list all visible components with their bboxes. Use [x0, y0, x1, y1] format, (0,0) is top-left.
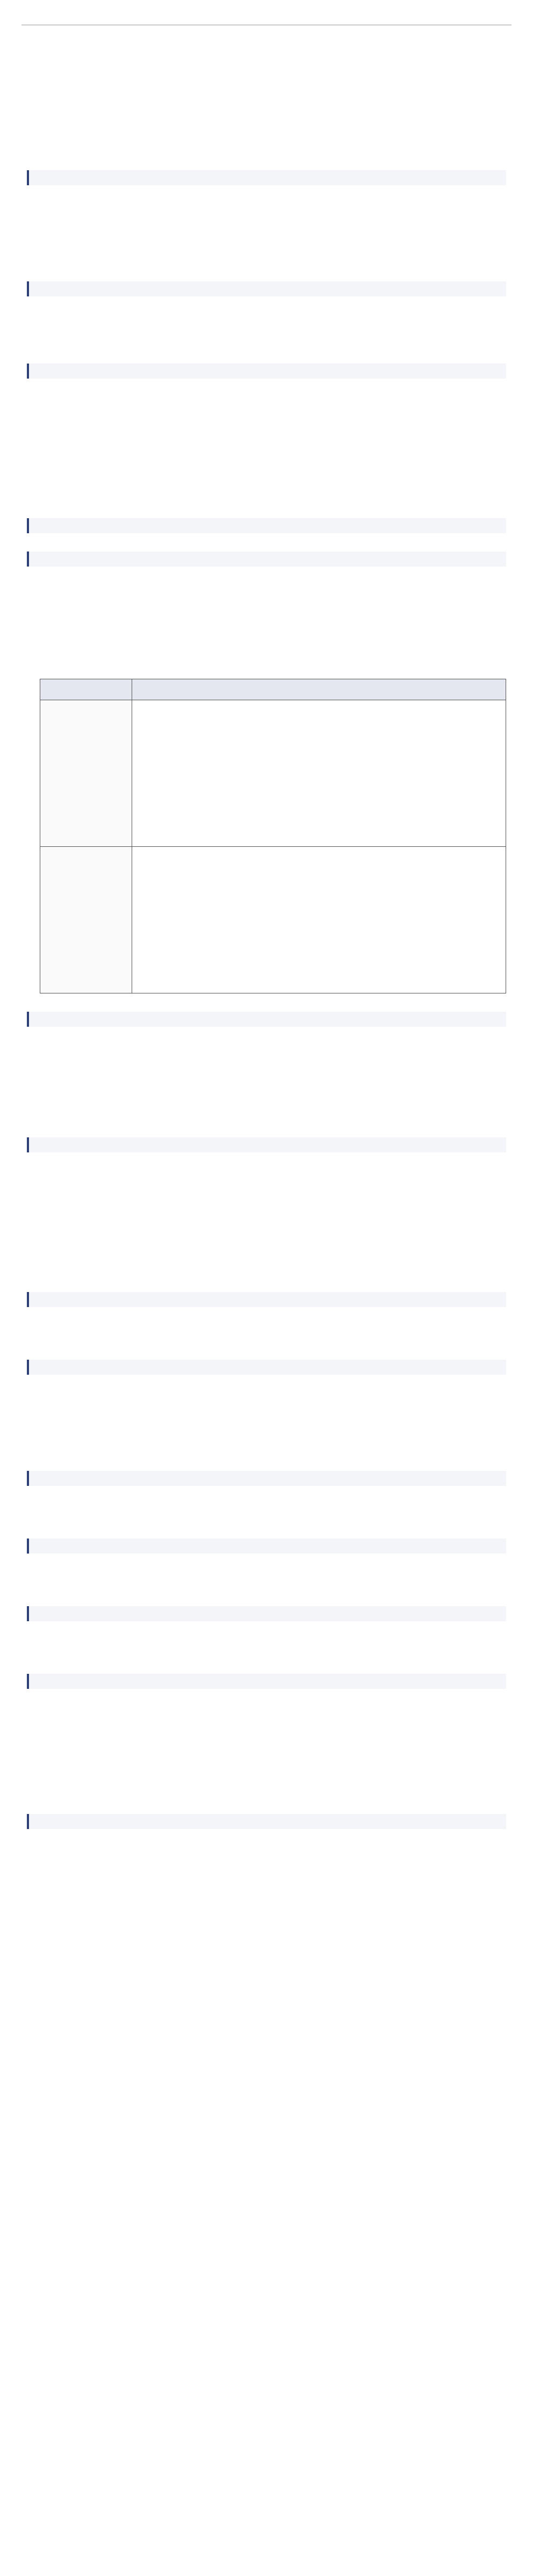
section-line: [40, 1230, 506, 1245]
section-body: [27, 1834, 506, 1863]
section-heading: [27, 1674, 506, 1689]
section-line: [40, 630, 506, 644]
section-line: [40, 1061, 506, 1076]
table-cell-kind: [40, 700, 132, 847]
section-line: [40, 1245, 506, 1259]
section-body: [27, 191, 506, 263]
title-line-1: [21, 41, 512, 69]
table-row: [40, 700, 506, 847]
section-line: [40, 1559, 506, 1573]
section-line: [40, 1158, 506, 1172]
section-heading: [27, 1012, 506, 1027]
section-line: [40, 427, 506, 442]
section-line: [40, 1201, 506, 1216]
section-body: [27, 1491, 506, 1520]
section-line: [40, 249, 506, 263]
section-14: [27, 1814, 506, 1863]
section-heading: [27, 364, 506, 379]
section-7: [27, 1137, 506, 1274]
section-line: [40, 1767, 506, 1781]
section-12: [27, 1606, 506, 1656]
section-body: [27, 572, 506, 993]
section-line: [40, 1172, 506, 1187]
section-heading: [27, 1292, 506, 1307]
section-line: [40, 1573, 506, 1588]
section-line: [40, 1506, 506, 1520]
section-line: [40, 384, 506, 398]
section-line: [40, 1047, 506, 1061]
section-heading: [27, 1471, 506, 1486]
section-line: [40, 331, 506, 345]
section-body: [27, 384, 506, 500]
section-line: [40, 316, 506, 331]
section-6: [27, 1012, 506, 1119]
title-line-3: [21, 104, 512, 128]
section-line: [40, 1090, 506, 1105]
table-header-cell: [40, 679, 132, 700]
section-line: [40, 220, 506, 234]
table-header-cell: [132, 679, 506, 700]
section-line: [40, 1395, 506, 1409]
section-line: [40, 1752, 506, 1767]
submission-table: [40, 679, 506, 993]
section-line: [40, 1834, 506, 1849]
section-body: [27, 1380, 506, 1453]
section-line: [40, 586, 506, 601]
footer-organization: [0, 2533, 533, 2555]
section-line: [40, 1491, 506, 1506]
section-heading: [27, 518, 506, 533]
section-2: [27, 281, 506, 345]
document-header: [21, 13, 512, 25]
section-heading: [27, 1360, 506, 1375]
section-line: [40, 1627, 506, 1641]
section-heading: [27, 1814, 506, 1829]
section-line: [40, 485, 506, 500]
section-line: [40, 615, 506, 630]
section-1: [27, 170, 506, 263]
section-line: [40, 1327, 506, 1341]
section-line: [40, 234, 506, 249]
section-heading: [27, 1137, 506, 1152]
section-heading: [27, 552, 506, 567]
title-block: [21, 41, 512, 149]
title-line-2: [21, 69, 512, 97]
section-heading: [27, 170, 506, 185]
table-cell-detail: [132, 847, 506, 993]
section-11: [27, 1539, 506, 1588]
section-line: [40, 659, 506, 673]
section-body: [27, 1694, 506, 1796]
section-line: [40, 1187, 506, 1201]
section-line: [40, 413, 506, 427]
section-body: [27, 1032, 506, 1119]
section-line: [40, 601, 506, 615]
section-line: [40, 572, 506, 586]
section-line: [40, 442, 506, 456]
table-row: [40, 847, 506, 993]
section-line: [40, 398, 506, 413]
table-header-row: [40, 679, 506, 700]
section-line: [40, 471, 506, 485]
section-line: [40, 644, 506, 659]
section-line: [40, 302, 506, 316]
section-line: [40, 1032, 506, 1047]
section-line: [40, 1781, 506, 1796]
section-5: [27, 552, 506, 993]
section-line: [40, 1216, 506, 1230]
section-line: [40, 1723, 506, 1738]
section-line: [40, 1694, 506, 1709]
section-line: [40, 1738, 506, 1752]
table-cell-detail: [132, 700, 506, 847]
section-line: [40, 1641, 506, 1656]
section-line: [40, 1438, 506, 1453]
section-3: [27, 364, 506, 500]
section-body: [27, 302, 506, 345]
sections-container: [21, 170, 512, 1863]
section-heading: [27, 1539, 506, 1554]
section-line: [40, 1076, 506, 1090]
notice-date: [21, 1896, 512, 1914]
section-line: [40, 1424, 506, 1438]
section-line: [40, 1849, 506, 1863]
section-body: [27, 1158, 506, 1274]
section-heading: [27, 281, 506, 296]
section-line: [40, 1312, 506, 1327]
section-body: [27, 1312, 506, 1341]
section-line: [40, 1259, 506, 1274]
section-10: [27, 1471, 506, 1520]
table-cell-kind: [40, 847, 132, 993]
section-line: [40, 1380, 506, 1395]
section-9: [27, 1360, 506, 1453]
section-line: [40, 205, 506, 220]
section-line: [40, 1409, 506, 1424]
section-13: [27, 1674, 506, 1796]
section-line: [40, 456, 506, 471]
section-line: [40, 191, 506, 205]
section-heading: [27, 1606, 506, 1621]
section-4: [27, 518, 506, 533]
section-8: [27, 1292, 506, 1341]
section-line: [40, 1709, 506, 1723]
section-body: [27, 1559, 506, 1588]
section-body: [27, 1627, 506, 1656]
section-line: [40, 1105, 506, 1119]
